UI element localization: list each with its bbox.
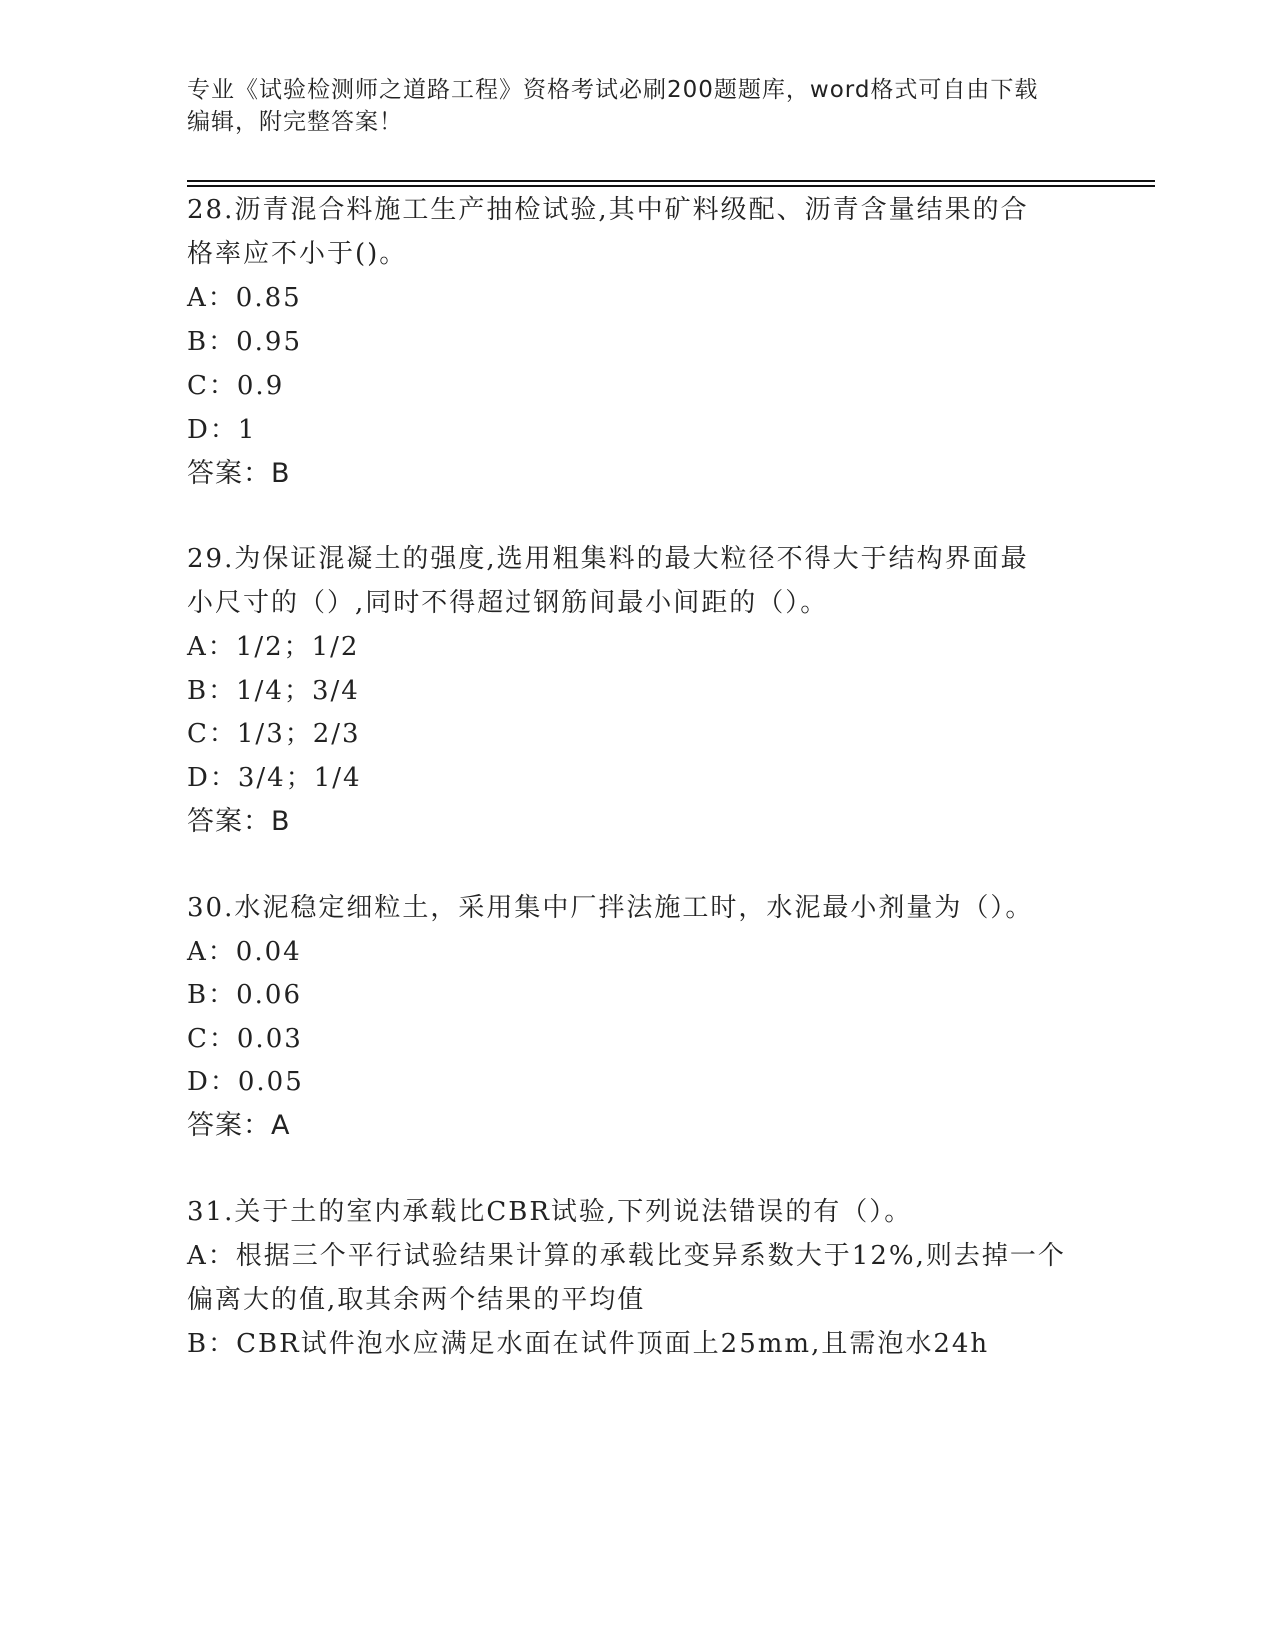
option-a: A：1/2；1/2 xyxy=(187,632,360,662)
question-stem: 28.沥青混合料施工生产抽检试验,其中矿料级配、沥青含量结果的合 xyxy=(187,195,1029,225)
header-line-2: 编辑，附完整答案！ xyxy=(187,109,403,135)
header-divider-top xyxy=(187,180,1155,182)
header-divider-bottom xyxy=(187,185,1155,187)
option-d: D：1 xyxy=(187,415,257,445)
option-c: C：1/3；2/3 xyxy=(187,719,361,749)
option-b: B：CBR试件泡水应满足水面在试件顶面上25mm,且需泡水24h xyxy=(187,1329,990,1359)
option-b: B：0.06 xyxy=(187,980,302,1010)
answer: 答案：B xyxy=(187,806,291,837)
option-b: B：0.95 xyxy=(187,327,302,357)
document-header xyxy=(187,74,1087,138)
option-a: A：0.85 xyxy=(187,283,302,313)
question-stem: 小尺寸的（）,同时不得超过钢筋间最小间距的（）。 xyxy=(187,588,829,618)
option-a-continued: 偏离大的值,取其余两个结果的平均值 xyxy=(187,1285,646,1315)
option-c: C：0.03 xyxy=(187,1024,303,1054)
question-stem: 格率应不小于()。 xyxy=(187,239,408,269)
question-stem: 31.关于土的室内承载比CBR试验,下列说法错误的有（）。 xyxy=(187,1197,913,1227)
option-b: B：1/4；3/4 xyxy=(187,676,360,706)
option-c: C：0.9 xyxy=(187,371,285,401)
header-line-1: 专业《试验检测师之道路工程》资格考试必刷200题题库，word格式可自由下载 xyxy=(187,77,1039,103)
question-stem: 30.水泥稳定细粒土，采用集中厂拌法施工时，水泥最小剂量为（）。 xyxy=(187,893,1034,923)
option-d: D：3/4；1/4 xyxy=(187,763,362,793)
answer: 答案：A xyxy=(187,1110,291,1141)
answer: 答案：B xyxy=(187,458,291,489)
option-a: A：根据三个平行试验结果计算的承载比变异系数大于12%,则去掉一个 xyxy=(187,1241,1066,1271)
option-a: A：0.04 xyxy=(187,937,302,967)
option-d: D：0.05 xyxy=(187,1067,304,1097)
question-stem: 29.为保证混凝土的强度,选用粗集料的最大粒径不得大于结构界面最 xyxy=(187,544,1029,574)
